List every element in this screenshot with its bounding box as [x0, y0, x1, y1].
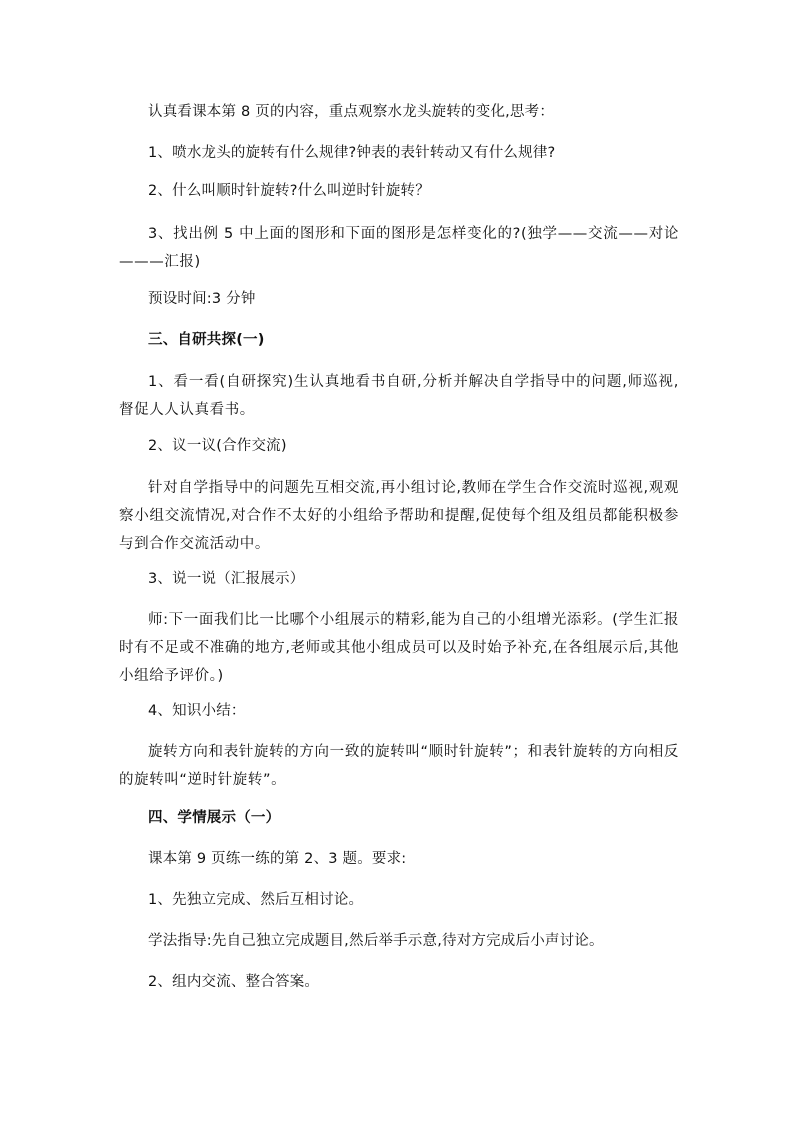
step-speak: 3、说一说（汇报展示） — [148, 571, 305, 587]
question-1: 1、喷水龙头的旋转有什么规律?钟表的表针转动又有什么规律? — [148, 145, 556, 161]
section-heading-4: 四、学情展示（一） — [148, 810, 281, 826]
question-2: 2、什么叫顺时针旋转?什么叫逆时针旋转？ — [148, 183, 430, 199]
step-discuss: 2、议一议(合作交流) — [148, 438, 287, 454]
section-heading-3: 三、自研共探(一) — [148, 332, 265, 348]
step-summary: 4、知识小结： — [148, 703, 246, 719]
requirement-2: 2、组内交流、整合答案。 — [148, 974, 320, 990]
study-guide: 学法指导:先自己独立完成题目,然后举手示意,待对方完成后小声讨论。 — [148, 933, 604, 949]
summary-paragraph: 旋转方向和表针旋转的方向一致的旋转叫“顺时针旋转”；和表针旋转的方向相反的旋转叫“逆时针旋转”。 — [119, 744, 679, 788]
intro-paragraph: 认真看课本第 8 页的内容，重点观察水龙头旋转的变化,思考： — [148, 104, 555, 120]
exercise-paragraph: 课本第 9 页练一练的第 2、3 题。要求: — [148, 851, 407, 867]
step-look: 1、看一看(自研探究)生认真地看书自研,分析并解决自学指导中的问题,师巡视,督促人人认真看书。 — [119, 374, 679, 418]
preset-time: 预设时间:3 分钟 — [148, 291, 256, 307]
question-3: 3、找出例 5 中上面的图形和下面的图形是怎样变化的?(独学——交流——对论———汇报) — [119, 226, 679, 270]
discuss-paragraph: 针对自学指导中的问题先互相交流,再小组讨论,教师在学生合作交流时巡视,观观察小组交流情况,对合作不太好的小组给予帮助和提醒,促使每个组及组员都能积极参与到合作交流活动中。 — [119, 480, 679, 552]
requirement-1: 1、先独立完成、然后互相讨论。 — [148, 892, 364, 908]
speak-paragraph: 师:下一面我们比一比哪个小组展示的精彩,能为自己的小组增光添彩。(学生汇报时有不足或不准确的地方,老师或其他小组成员可以及时始予补充,在各组展示后,其他小组给予评价。) — [119, 612, 679, 684]
